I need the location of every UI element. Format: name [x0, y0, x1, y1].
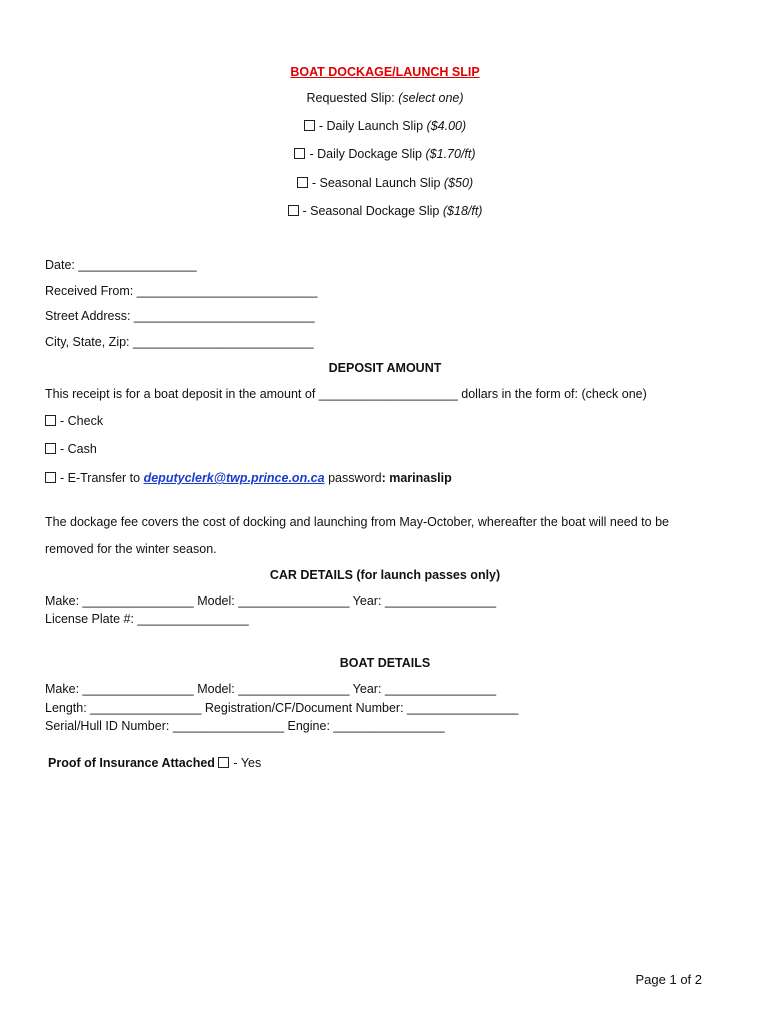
- deposit-amount-text[interactable]: This receipt is for a boat deposit in the amount of ____________________ dollars in the form of: (check one): [45, 387, 647, 401]
- date-field[interactable]: Date: _________________: [45, 258, 197, 272]
- slip-option-seasonal-dockage[interactable]: [0, 203, 770, 219]
- requested-slip-line: [0, 90, 770, 106]
- payment-option-label: - E-Transfer to: [60, 471, 141, 485]
- slip-option-label: - Daily Launch Slip: [318, 119, 424, 133]
- dockage-note-line-1: The dockage fee covers the cost of docking and launching from May-October, whereafter the boat will need to be: [45, 515, 669, 529]
- boat-details-heading: BOAT DETAILS: [339, 656, 431, 670]
- serial-engine-field[interactable]: Serial/Hull ID Number: ________________ Engine: ________________: [45, 719, 445, 733]
- received-from-field[interactable]: Received From: __________________________: [45, 284, 318, 298]
- checkbox-icon[interactable]: [294, 148, 305, 159]
- insurance-line[interactable]: [48, 755, 261, 771]
- slip-option-price: ($50): [443, 176, 474, 190]
- deposit-heading: DEPOSIT AMOUNT: [328, 361, 442, 375]
- checkbox-icon[interactable]: [45, 443, 56, 454]
- slip-option-price: ($18/ft): [442, 204, 483, 218]
- slip-option-daily-dockage[interactable]: [0, 146, 770, 162]
- document-title: BOAT DOCKAGE/LAUNCH SLIP: [290, 65, 480, 79]
- payment-option-check[interactable]: [45, 413, 103, 429]
- email-link[interactable]: deputyclerk@twp.prince.on.ca: [143, 471, 325, 485]
- password-value: : marinaslip: [381, 471, 452, 485]
- boat-length-registration-field[interactable]: Length: ________________ Registration/CF/Document Number: ________________: [45, 701, 519, 715]
- boat-make-model-year-field[interactable]: Make: ________________ Model: ________________ Year: ________________: [45, 682, 497, 696]
- dockage-note-line-2: removed for the winter season.: [45, 542, 217, 556]
- page-number: Page 1 of 2: [635, 972, 702, 987]
- slip-option-label: - Daily Dockage Slip: [309, 147, 423, 161]
- car-details-heading: CAR DETAILS (for launch passes only): [269, 568, 501, 582]
- checkbox-icon[interactable]: [45, 415, 56, 426]
- city-state-zip-field[interactable]: City, State, Zip: __________________________: [45, 335, 314, 349]
- slip-option-daily-launch[interactable]: [0, 118, 770, 134]
- checkbox-icon[interactable]: [45, 472, 56, 483]
- insurance-option: - Yes: [233, 756, 262, 770]
- street-address-field[interactable]: Street Address: __________________________: [45, 309, 315, 323]
- slip-option-price: ($1.70/ft): [425, 147, 476, 161]
- car-make-model-year-field[interactable]: Make: ________________ Model: ________________ Year: ________________: [45, 594, 497, 608]
- checkbox-icon[interactable]: [304, 120, 315, 131]
- payment-option-label: - Cash: [60, 442, 97, 456]
- insurance-label: Proof of Insurance Attached: [48, 756, 215, 770]
- password-label: password: [328, 471, 382, 485]
- slip-option-label: - Seasonal Dockage Slip: [302, 204, 440, 218]
- checkbox-icon[interactable]: [297, 177, 308, 188]
- payment-option-cash[interactable]: [45, 441, 97, 457]
- slip-option-label: - Seasonal Launch Slip: [311, 176, 441, 190]
- checkbox-icon[interactable]: [218, 757, 229, 768]
- checkbox-icon[interactable]: [288, 205, 299, 216]
- payment-option-label: - Check: [60, 414, 104, 428]
- slip-option-seasonal-launch[interactable]: [0, 175, 770, 191]
- payment-option-etransfer[interactable]: [45, 470, 452, 486]
- requested-slip-hint: (select one): [398, 91, 464, 105]
- slip-option-price: ($4.00): [426, 119, 467, 133]
- requested-slip-label: Requested Slip:: [306, 91, 395, 105]
- license-plate-field[interactable]: License Plate #: ________________: [45, 612, 249, 626]
